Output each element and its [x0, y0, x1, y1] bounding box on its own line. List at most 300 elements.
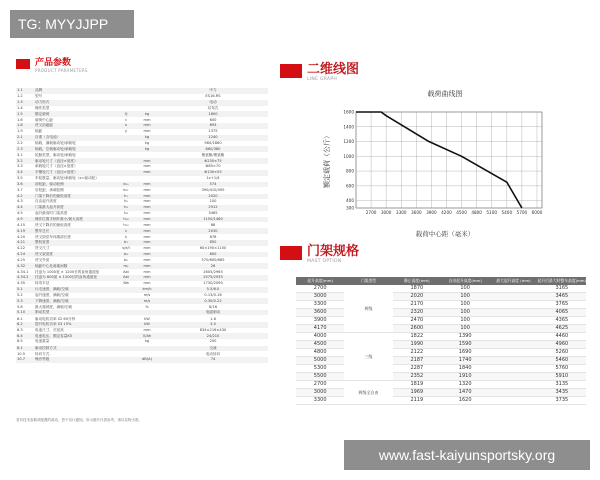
param-value: 200	[209, 339, 217, 344]
mast-row	[296, 325, 586, 333]
mast-lift-height: 2700	[296, 285, 344, 293]
param-name: 托盘为 800宽 × 1200长的直角通道宽	[34, 275, 116, 281]
mast-max-lift	[489, 317, 537, 325]
param-unit: m/s	[143, 292, 151, 297]
param-name: 起升最高时门架高度	[35, 211, 68, 216]
param-name: 轴距	[35, 129, 43, 134]
param-value: 1150/1480	[158, 217, 268, 223]
param-name: 制动类型	[34, 310, 116, 316]
mast-max-lift	[489, 325, 537, 333]
mast-row	[296, 285, 586, 293]
param-code: 10.7	[16, 357, 34, 363]
mast-subtitle: MAST OPTION	[307, 259, 342, 264]
param-symbol: Ast	[116, 275, 136, 281]
param-value: 2575/2935	[158, 275, 268, 281]
section-marker	[16, 59, 30, 69]
mast-row	[296, 389, 586, 397]
param-code: 2.3	[16, 146, 34, 152]
mast-header-cell: 起升高度(mm)	[296, 277, 344, 285]
param-unit: mm	[136, 170, 158, 176]
param-value: 570/600/685	[201, 257, 225, 262]
x-tick-label: 4500	[456, 210, 467, 215]
param-code: 4.15	[17, 222, 26, 227]
param-value: 1730/2090	[203, 281, 223, 286]
param-unit: mm	[143, 117, 151, 122]
mast-lift-height: 4800	[296, 349, 344, 357]
param-name: 门架下降后的最低高度	[34, 193, 116, 199]
mast-type: 两级	[344, 285, 392, 333]
mast-max-lift	[489, 301, 537, 309]
x-tick-label: 5400	[501, 210, 513, 215]
param-code: 3.5	[17, 176, 23, 181]
param-unit: kg	[136, 135, 158, 141]
param-symbol: b₁₀	[116, 182, 136, 188]
param-unit: kW	[136, 322, 158, 328]
mast-lift-height: 4000	[296, 333, 344, 341]
param-unit: mm	[136, 240, 158, 246]
param-name: 品牌	[34, 88, 116, 94]
x-tick-label: 4200	[441, 210, 452, 215]
param-value: 1x+1/4	[206, 176, 220, 181]
mast-static-height: 1822	[393, 333, 441, 341]
param-code: 6.1	[16, 316, 34, 322]
mast-header	[280, 244, 359, 264]
param-value: 1600	[158, 111, 268, 117]
mast-free-lift: 1590	[441, 341, 489, 349]
param-unit: V/Ah	[136, 333, 158, 339]
mast-overall-height: 5760	[538, 365, 586, 373]
param-value: 24/210	[158, 333, 268, 339]
mast-free-lift: 1470	[441, 389, 489, 397]
param-symbol: b₅	[124, 257, 128, 262]
param-value: Φ230×75	[158, 158, 268, 164]
mast-static-height: 2170	[393, 301, 441, 309]
param-symbol: b₁	[116, 240, 136, 246]
param-name: 平衡轮尺寸（直径×宽度）	[34, 170, 116, 176]
param-name: 自重（含电池）	[34, 135, 116, 141]
param-name: 前轮距，驱动轮侧	[34, 182, 116, 188]
param-code: 1.9	[17, 129, 23, 134]
chart-xlabel: 载荷中心距（毫米）	[415, 230, 475, 238]
param-symbol: Wa	[123, 281, 129, 286]
y-tick-label: 1200	[343, 139, 354, 145]
mast-static-height: 2119	[393, 397, 441, 405]
param-value: 1.6	[158, 316, 268, 322]
param-unit: mm	[143, 257, 151, 262]
param-unit: mm	[136, 182, 158, 188]
mast-max-lift	[489, 389, 537, 397]
param-name: 行走速度，满载/空载	[34, 287, 116, 293]
param-name: 操作位置手柄杆最小/最大高度	[34, 217, 116, 223]
mast-max-lift	[489, 341, 537, 349]
mast-overall-height: 4625	[538, 325, 586, 333]
param-symbol: b₃	[116, 252, 136, 258]
param-value: 0.30/0.22	[158, 298, 268, 304]
mast-lift-height: 5300	[296, 365, 344, 373]
param-name: 转向方式	[34, 351, 116, 357]
param-name: 载荷中心距	[35, 117, 53, 122]
param-value: 850	[158, 240, 268, 246]
param-value: 1240	[158, 135, 268, 141]
mast-static-height: 2470	[393, 317, 441, 325]
mast-max-lift	[489, 397, 537, 405]
param-unit: mm	[136, 263, 158, 269]
param-name: 承载轮尺寸（直径×宽度）	[35, 164, 78, 169]
mast-static-height: 2320	[393, 309, 441, 317]
param-name: 整车总长	[34, 228, 116, 234]
param-name: 后轮距，承载轮侧	[35, 187, 64, 192]
mast-overall-height: 5460	[538, 357, 586, 365]
param-unit: mm	[136, 252, 158, 258]
param-unit: mm	[136, 217, 158, 223]
param-code: 4.24	[16, 252, 34, 258]
param-value: 2020	[158, 193, 268, 199]
x-tick-label: 3900	[426, 210, 437, 215]
mast-free-lift: 1690	[441, 349, 489, 357]
mast-row	[296, 365, 586, 373]
param-unit: mm	[136, 275, 158, 281]
param-name: 最大爬坡度，满载/空载	[35, 304, 73, 309]
param-symbol: h₃	[116, 205, 136, 211]
x-tick-label: 3600	[410, 210, 422, 215]
load-curve-line	[356, 112, 522, 208]
param-code: 4.32	[16, 263, 34, 269]
param-code: 3.3	[17, 164, 23, 169]
param-code: 1.6	[17, 117, 23, 122]
x-tick-label: 2700	[365, 210, 377, 215]
param-symbol: l₁	[116, 228, 136, 234]
mast-header-cell: 静止高度(mm)	[393, 277, 441, 285]
param-name: 轴载，空载驱动轮/承载轮	[34, 146, 116, 152]
param-value: 834×216×430	[199, 328, 227, 333]
param-name: 货叉下降后的最低高度	[35, 222, 71, 227]
mast-lift-height: 4500	[296, 341, 344, 349]
y-tick-label: 1400	[343, 124, 354, 130]
param-name: 额定载荷	[34, 111, 116, 117]
params-table	[16, 88, 268, 363]
mast-title: 门架规格	[307, 244, 360, 259]
mast-static-height: 1819	[393, 381, 441, 389]
param-name: 货叉前悬距	[34, 123, 116, 129]
param-name: 轴载，满载驱动轮/承载轮	[35, 141, 76, 146]
param-name: 驱动轮尺寸（直径×宽度）	[34, 158, 116, 164]
param-symbol: s/e/l	[122, 246, 130, 251]
param-code: 4.3	[17, 199, 23, 204]
mast-row	[296, 357, 586, 365]
tag-badge: TG: MYYJJPP	[10, 10, 134, 38]
param-code: 3.6	[16, 182, 34, 188]
param-name: 货叉外宽	[35, 257, 50, 262]
param-code: 5.1	[16, 287, 34, 293]
param-symbol: h₁	[116, 193, 136, 199]
param-unit: kg	[144, 339, 150, 344]
mast-lift-height: 5500	[296, 373, 344, 381]
param-symbol: h₁₄	[116, 217, 136, 223]
mast-free-lift: 100	[441, 309, 489, 317]
mast-overall-height: 3165	[538, 285, 586, 293]
mast-header-cell: 起升后最大时整车高度(mm)	[537, 278, 586, 283]
param-value: 600	[209, 117, 217, 122]
mast-static-height: 1969	[393, 389, 441, 397]
mast-free-lift: 100	[441, 317, 489, 325]
param-value: 574	[158, 182, 268, 188]
param-symbol: m₂	[116, 263, 136, 269]
mast-row	[296, 381, 586, 389]
mast-max-lift	[489, 285, 537, 293]
param-unit: mm	[143, 129, 151, 134]
param-name: 轴距中心处离地间隙	[34, 263, 116, 269]
param-code: 1.8	[16, 123, 34, 129]
param-value: 2912	[158, 205, 268, 211]
param-unit: kg	[136, 111, 158, 117]
param-code: 4.2	[16, 193, 34, 199]
mast-static-height: 1990	[393, 341, 441, 349]
mast-row	[296, 373, 586, 381]
param-code: 4.35	[17, 281, 26, 286]
param-name: 下降速度，满载/空载	[34, 298, 116, 304]
param-value: 中力	[158, 88, 268, 94]
mast-lift-height: 3000	[296, 389, 344, 397]
param-code: 5.3	[16, 298, 34, 304]
mast-lift-height: 5000	[296, 357, 344, 365]
mast-overall-height: 5260	[538, 349, 586, 357]
params-title: 产品参数	[35, 58, 72, 68]
mast-free-lift: 100	[441, 325, 489, 333]
param-code: 10.5	[16, 351, 34, 357]
mast-static-height: 2122	[393, 349, 441, 357]
chart-title: 载荷曲线图	[427, 90, 463, 98]
param-code: 4.21	[16, 240, 34, 246]
param-code: 5.2	[17, 292, 23, 297]
param-unit: m/s	[136, 298, 158, 304]
mast-free-lift: 1840	[441, 365, 489, 373]
param-code: 4.25	[17, 257, 26, 262]
chart-series	[356, 112, 522, 208]
mast-overall-height: 5910	[538, 373, 586, 381]
param-code: 2.1	[16, 135, 34, 141]
param-value: 2030	[158, 228, 268, 234]
watermark-banner: www.fast-kaiyunsportsky.org	[344, 440, 590, 470]
param-code: 1.3	[16, 100, 34, 106]
mast-header-cell: 自由起升高度(mm)	[441, 277, 489, 285]
mast-static-height: 2352	[393, 373, 441, 381]
param-code: 3.1	[16, 152, 34, 158]
param-unit: mm	[136, 123, 158, 129]
param-code: 2.2	[17, 141, 23, 146]
x-tick-label: 3000	[380, 210, 392, 215]
param-value: 100	[209, 199, 217, 204]
y-tick-label: 600	[346, 183, 354, 189]
param-unit: dB(A)	[136, 357, 158, 363]
param-unit: kg	[136, 146, 158, 152]
param-name: 起升速度，满载/空载	[35, 292, 69, 297]
param-value: Φ130×55	[158, 170, 268, 176]
mast-overall-height: 3765	[538, 301, 586, 309]
param-value: 693	[158, 123, 268, 129]
mast-free-lift: 1390	[441, 333, 489, 341]
mast-header-cell: 最大起升高度 (mm)	[489, 277, 537, 285]
x-tick-label: 4800	[471, 210, 482, 215]
param-name: 电池尺寸，长宽高	[35, 328, 64, 333]
param-value: 电动	[158, 100, 268, 106]
param-unit: mm	[143, 199, 151, 204]
mast-overall-height: 3465	[538, 293, 586, 301]
chart-ticks	[343, 110, 542, 216]
param-code: 3.7	[17, 187, 23, 192]
param-code: 5.8	[17, 304, 23, 309]
param-code: 1.2	[17, 94, 23, 99]
param-symbol	[116, 357, 136, 363]
param-unit: mm	[143, 269, 151, 274]
mast-header-cell: 门架类型	[344, 277, 392, 285]
param-value: 3.0	[158, 322, 268, 328]
param-name: 自由起升高度	[35, 199, 57, 204]
mast-overall-height: 3435	[538, 389, 586, 397]
param-name: 门架最大起升高度	[34, 205, 116, 211]
mast-overall-height: 4960	[538, 341, 586, 349]
param-value: 878	[209, 234, 217, 239]
param-code: 3.2	[16, 158, 34, 164]
param-code: 4.20	[17, 234, 26, 239]
param-symbol: c	[125, 117, 127, 122]
param-name: 轮胎类型，驱动轮/承载轮	[34, 152, 116, 158]
graph-header	[280, 62, 359, 82]
param-value: 74	[158, 357, 268, 363]
mast-row	[296, 397, 586, 405]
param-code: 6.4	[16, 333, 34, 339]
mast-lift-height: 2700	[296, 381, 344, 389]
param-value: 60×190×1150	[199, 246, 227, 251]
y-tick-label: 400	[346, 198, 354, 204]
param-code: 4.19	[16, 228, 34, 234]
mast-free-lift: 1910	[441, 373, 489, 381]
param-name: 电池电压，额定容量K5	[34, 333, 116, 339]
mast-row	[296, 309, 586, 317]
param-symbol: b₁₁	[123, 187, 129, 192]
param-unit: kW	[136, 316, 158, 322]
y-tick-label: 1000	[343, 153, 354, 159]
param-code: 3.4	[16, 170, 34, 176]
param-value: 860/380	[158, 146, 268, 152]
section-marker	[280, 246, 302, 260]
param-code: 4.9	[16, 217, 34, 223]
param-unit: kg	[144, 141, 150, 146]
mast-row	[296, 293, 586, 301]
param-name: 提升电机功率 S3 15%	[34, 322, 116, 328]
param-symbol: l₂	[124, 234, 128, 239]
param-name: 操作类型	[35, 105, 50, 110]
param-code: 5.10	[16, 310, 34, 316]
mast-row	[296, 349, 586, 357]
section-marker	[280, 64, 302, 78]
mast-type: 两级全自由	[344, 381, 392, 405]
param-code: 8.1	[16, 345, 34, 351]
param-code: 1.4	[17, 105, 23, 110]
param-unit: mm	[143, 234, 151, 239]
param-unit: mm	[143, 187, 151, 192]
param-value: 电动转向	[158, 351, 268, 357]
mast-free-lift: 1740	[441, 357, 489, 365]
mast-overall-height: 4065	[538, 309, 586, 317]
param-value: 26	[158, 263, 268, 269]
param-unit: mm	[143, 281, 151, 286]
param-code: 4.5	[17, 211, 23, 216]
mast-free-lift: 100	[441, 301, 489, 309]
param-value: 聚氨酯/聚氨酯	[158, 152, 268, 158]
mast-lift-height: 4170	[296, 325, 344, 333]
mast-static-height: 2287	[393, 365, 441, 373]
params-subtitle: PRODUCT PARAMETERS	[35, 68, 88, 73]
param-unit: mm	[136, 205, 158, 211]
param-unit: km/h	[136, 287, 158, 293]
param-unit: mm	[136, 228, 158, 234]
param-code: 4.4	[16, 205, 34, 211]
param-unit: mm	[143, 164, 151, 169]
param-value: 86	[210, 222, 216, 227]
param-value: 5.5/6.0	[158, 287, 268, 293]
mast-static-height: 2187	[393, 357, 441, 365]
param-code: 4.22	[17, 246, 26, 251]
param-value: 交流	[158, 345, 268, 351]
mast-max-lift	[489, 333, 537, 341]
params-footnote: 若有技术参数或配置的改动，恕不另行通知。所示图片仅供参考，请以实物为准。	[16, 418, 142, 422]
param-name: 托盘为 1000宽 × 1200长的直角通道宽	[35, 269, 100, 274]
param-name: 整机宽度	[34, 240, 116, 246]
x-tick-label: 3300	[395, 210, 407, 215]
mast-max-lift	[489, 357, 537, 365]
load-curve-chart	[320, 82, 560, 240]
mast-lift-height: 3000	[296, 293, 344, 301]
param-code: 1.1	[16, 88, 34, 94]
graph-title: 二维线图	[307, 62, 360, 77]
x-tick-label: 5100	[486, 210, 498, 215]
param-name: 型号	[35, 94, 43, 99]
param-value: 1375	[208, 129, 218, 134]
graph-subtitle: LINE GRAPH	[307, 77, 338, 82]
param-value: 390/410/495	[201, 187, 225, 192]
param-name: 驱动控制方式	[34, 345, 116, 351]
mast-max-lift	[489, 293, 537, 301]
param-name: 噪音等级	[34, 357, 116, 363]
param-name: 货叉尺寸	[35, 246, 50, 251]
mast-free-lift: 1320	[441, 381, 489, 389]
param-code: 4.34.1	[17, 269, 29, 274]
x-tick-label: 6000	[531, 210, 543, 215]
param-value: Φ85×70	[205, 164, 221, 169]
param-value: 3465	[208, 211, 218, 216]
param-unit: %	[145, 304, 149, 309]
param-symbol: Ast	[123, 269, 129, 274]
param-symbol: h₁₃	[123, 222, 129, 227]
mast-free-lift: 100	[441, 293, 489, 301]
mast-free-lift: 100	[441, 285, 489, 293]
mast-table	[296, 277, 586, 405]
param-name: 动力形式	[34, 100, 116, 106]
param-symbol: h₄	[124, 211, 128, 216]
mast-max-lift	[489, 373, 537, 381]
param-unit: mm	[143, 211, 151, 216]
param-row	[16, 357, 268, 363]
param-unit: mm	[136, 193, 158, 199]
param-symbol: h₂	[124, 199, 128, 204]
mast-max-lift	[489, 381, 537, 389]
y-tick-label: 800	[346, 168, 354, 174]
param-symbol: y	[124, 129, 128, 134]
y-tick-label: 1600	[343, 109, 354, 115]
mast-lift-height: 3600	[296, 309, 344, 317]
param-unit: mm	[143, 246, 151, 251]
param-symbol: Q	[116, 111, 136, 117]
